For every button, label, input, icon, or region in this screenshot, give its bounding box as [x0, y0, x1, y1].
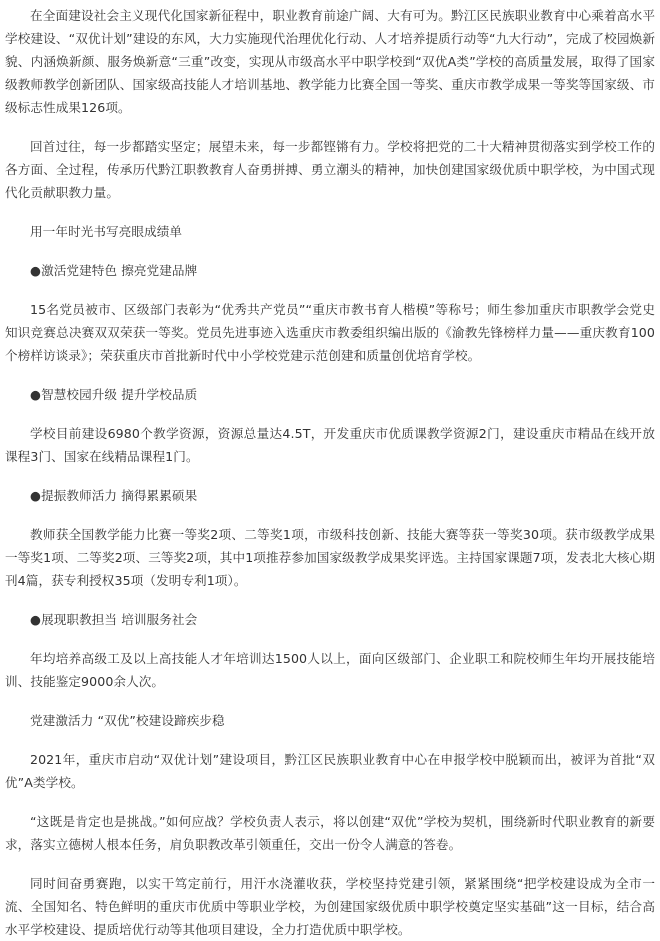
paragraph-goal: 同时间奋勇赛跑，以实干笃定前行，用汗水浇灌收获，学校坚持党建引领，紧紧围绕“把学校建设成为全市一流、全国知名、特色鲜明的重庆市优质中等职业学校，为创建国家级优质中职学校奠定坚实基础”这一目标，结合高水平学校建设、提质培优行动等其他项目建设，全力打造优质中职学校。: [5, 876, 655, 937]
paragraph-social-service: 年均培养高级工及以上高技能人才年培训达1500人以上，面向区级部门、企业职工和院校师生年均开展技能培训、技能鉴定9000余人次。: [5, 651, 655, 689]
paragraph-teacher-vitality: 教师获全国教学能力比赛一等奖2项、二等奖1项，市级科技创新、技能大赛等获一等奖30项。获市级教学成果一等奖1项、二等奖2项、三等奖2项，其中1项推荐参加国家级教学成果奖评选。主持国家课题7项，发表北大核心期刊4篇，获专利授权35项（发明专利1项）。: [5, 527, 655, 588]
section-heading-double-excellence: 党建激活力 “双优”校建设蹄疾步稳: [30, 713, 225, 728]
paragraph-double-plan-launch: 2021年，重庆市启动“双优计划”建设项目，黔江区民族职业教育中心在申报学校中脱颖而出，被评为首批“双优”A类学校。: [5, 752, 655, 790]
paragraph-smart-campus: 学校目前建设6980个教学资源，资源总量达4.5T，开发重庆市优质课教学资源2门，建设重庆市精品在线开放课程3门、国家在线精品课程1门。: [5, 426, 655, 464]
section-heading-achievements: 用一年时光书写亮眼成绩单: [30, 224, 183, 239]
paragraph-challenge: “这既是肯定也是挑战。”如何应战？学校负责人表示，将以创建“双优”学校为契机，围绕新时代职业教育的新要求，落实立德树人根本任务，肩负职教改革引领重任，交出一份令人满意的答卷。: [5, 814, 655, 852]
subheading-teacher-vitality: ●提振教师活力 摘得累累硕果: [30, 488, 198, 503]
paragraph-party-building: 15名党员被市、区级部门表彰为“优秀共产党员”“重庆市教书育人楷模”等称号；师生参加重庆市职教学会党史知识竞赛总决赛双双荣获一等奖。党员先进事迹入选重庆市教委组织编出版的《渝教先锋榜样力量——重庆教育100个榜样访谈录》；荣获重庆市首批新时代中小学校党建示范创建和质量创优培育学校。: [5, 302, 655, 363]
subheading-social-service: ●展现职教担当 培训服务社会: [30, 612, 198, 627]
paragraph-outlook: 回首过往，每一步都踏实坚定；展望未来，每一步都铿锵有力。学校将把党的二十大精神贯彻落实到学校工作的各方面、全过程，传承历代黔江职教教育人奋勇拼搏、勇立潮头的精神，加快创建国家级优质中职学校，为中国式现代化贡献职教力量。: [5, 139, 655, 200]
paragraph-intro: 在全面建设社会主义现代化国家新征程中，职业教育前途广阔、大有可为。黔江区民族职业教育中心乘着高水平学校建设、“双优计划”建设的东风，大力实施现代治理优化行动、人才培养提质行动等“九大行动”，完成了校园焕新貌、内涵焕新颜、服务焕新意“三重”改变，实现从市级高水平中职学校到“双优A类”学校的高质量发展，取得了国家级教师教学创新团队、国家级高技能人才培训基地、教学能力比赛全国一等奖、重庆市教学成果一等奖等国家级、市级标志性成果126项。: [5, 8, 655, 115]
article-body: [5, 0, 655, 941]
subheading-party-building: ●激活党建特色 擦亮党建品牌: [30, 263, 198, 278]
subheading-smart-campus: ●智慧校园升级 提升学校品质: [30, 387, 198, 402]
